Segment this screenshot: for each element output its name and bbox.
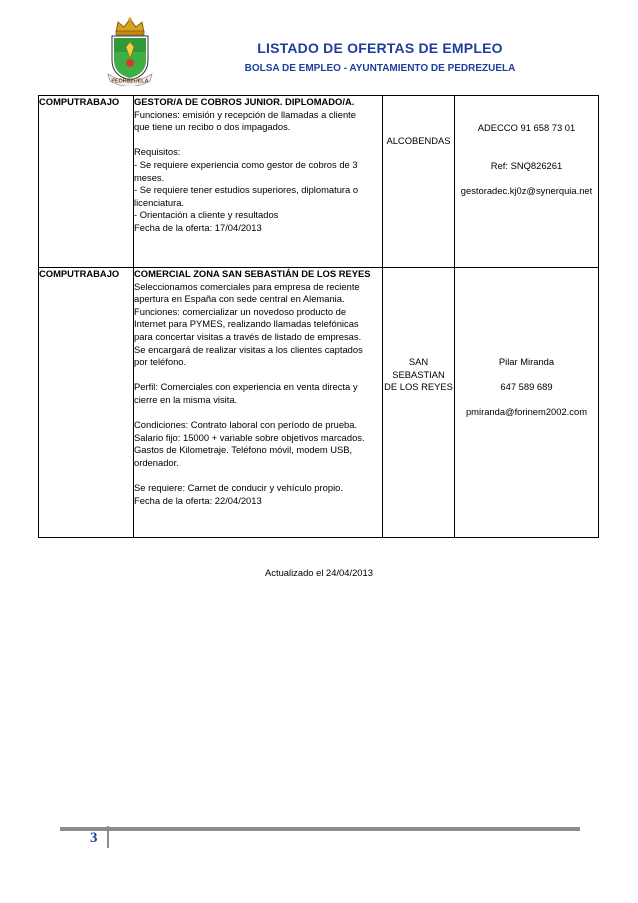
offer-body: Funciones: emisión y recepción de llamadas a cliente que tiene un recibo o dos impagados. Requisitos: - Se requiere experiencia como gestor de cobros de 3 meses. - Se requiere tener estudios superiores, diplomatura o licenciatura. - Orientación a cliente y resultados Fecha de la oferta: 17/04/2013 <box>134 108 359 233</box>
offer-title: GESTOR/A DE COBROS JUNIOR. DIPLOMADO/A. <box>134 96 355 107</box>
offer-body: Seleccionamos comerciales para empresa de reciente apertura en España con sede central en Alemania. Funciones: comercializar un novedoso producto de Internet para PYMES, realizando llamadas telefónicas para concertar visitas a través de listado de empresas. Se encargará de realizar visitas a los clientes captados por teléfono. Perfil: Comerciales con experiencia en venta directa y cierre en la misma visita. Condiciones: Contrato laboral con período de prueba. Salario fijo: 15000 + variable sobre objetivos marcados. Gastos de Kilometraje. Teléfono móvil, modem USB, ordenador. Se requiere: Carnet de conducir y vehículo propio. Fecha de la oferta: 22/04/2013 <box>134 280 365 506</box>
updated-note: Actualizado el 24/04/2013 <box>265 567 373 578</box>
page-number: 3 <box>90 830 98 846</box>
contact-phone: 647 589 689 <box>500 381 553 393</box>
contact-ref: Ref: SNQ826261 <box>490 159 563 171</box>
offer-title: COMERCIAL ZONA SAN SEBASTIÁN DE LOS REYES <box>134 268 371 279</box>
offer-row <box>39 268 599 538</box>
page-number-divider <box>107 826 109 848</box>
footer-rule <box>60 827 580 831</box>
offer-contact <box>455 268 599 538</box>
contact-email: pmiranda@forinem2002.com <box>465 406 588 418</box>
offers-table <box>38 95 599 538</box>
crest-text: PEDREZUELA <box>111 78 149 85</box>
offer-description <box>134 268 383 538</box>
page-title: LISTADO DE OFERTAS DE EMPLEO <box>257 40 503 56</box>
offer-source: COMPUTRABAJO <box>39 96 134 268</box>
offer-location: SAN SEBASTIAN DE LOS REYES <box>383 268 455 538</box>
contact-email: gestoradec.kj0z@synerquia.net <box>460 184 593 196</box>
offer-contact <box>455 96 599 268</box>
contact-name: Pilar Miranda <box>498 356 555 367</box>
contact-company: ADECCO 91 658 73 01 <box>477 122 576 133</box>
coat-of-arms-logo <box>104 14 156 86</box>
offer-source: COMPUTRABAJO <box>39 268 134 538</box>
offer-row <box>39 96 599 268</box>
offer-location: ALCOBENDAS <box>383 96 455 268</box>
page-subtitle: BOLSA DE EMPLEO - AYUNTAMIENTO DE PEDREZUELA <box>244 63 516 74</box>
offer-description <box>134 96 383 268</box>
